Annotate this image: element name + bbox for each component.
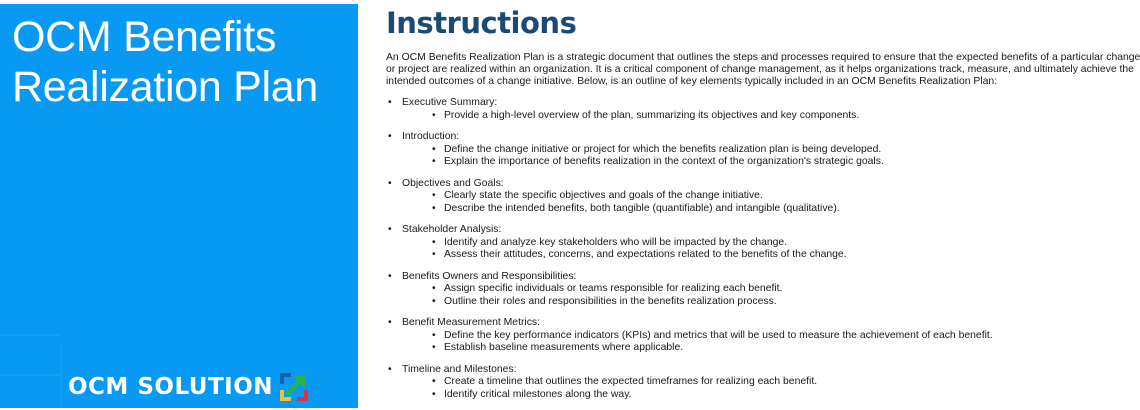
section-title: • Introduction: (386, 131, 1136, 144)
section-title: • Stakeholder Analysis: (386, 224, 1136, 237)
section-introduction (386, 131, 1136, 169)
intro-paragraph: An OCM Benefits Realization Plan is a strategic document that outlines the steps and processes required to ensure that the expected benefits of a particular change or project are realized within an organization. It is a critical component of change management, as it helps organizations track, measure, and ultimately achieve the intended outcomes of a change initiative. Below, is an outline of key elements typically included in an OCM Benefits Realization Plan: (386, 52, 1140, 87)
background-decoration (60, 344, 62, 408)
list-item: • Clearly state the specific objectives and goals of the change initiative. (432, 190, 1136, 203)
section-title: • Objectives and Goals: (386, 178, 1136, 191)
list-item: • Identify and analyze key stakeholders who will be impacted by the change. (432, 237, 1136, 250)
section-stakeholder-analysis (386, 224, 1136, 262)
section-list (386, 97, 1136, 401)
list-item: • Describe the intended benefits, both tangible (quantifiable) and intangible (qualitative). (432, 203, 1136, 216)
cover-panel (0, 4, 358, 408)
section-measurement-metrics (386, 317, 1136, 355)
cover-title-line-1: OCM Benefits (12, 13, 277, 61)
section-objectives-goals (386, 178, 1136, 216)
instructions-content (386, 4, 1140, 410)
page-title: Instructions (386, 6, 577, 40)
list-item: • Assess their attitudes, concerns, and expectations related to the benefits of the change. (432, 249, 1136, 262)
section-title: • Executive Summary: (386, 97, 1136, 110)
list-item: • Create a timeline that outlines the expected timeframes for realizing each benefit. (432, 376, 1136, 389)
list-item: • Outline their roles and responsibilities in the benefits realization process. (432, 296, 1136, 309)
section-title: • Benefits Owners and Responsibilities: (386, 271, 1136, 284)
list-item: • Explain the importance of benefits realization in the context of the organization's strategic goals. (432, 156, 1136, 169)
background-decoration (0, 334, 60, 336)
section-title: • Benefit Measurement Metrics: (386, 317, 1136, 330)
cover-title (12, 12, 358, 112)
expand-arrow-square-logo-icon (279, 372, 309, 402)
brand-name: OCM SOLUTION (68, 374, 274, 400)
list-item: • Establish baseline measurements where applicable. (432, 342, 1136, 355)
list-item: • Identify critical milestones along the way. (432, 389, 1136, 402)
list-item: • Define the key performance indicators (KPIs) and metrics that will be used to measure the achievement of each benefit. (432, 330, 1136, 343)
list-item: • Define the change initiative or project for which the benefits realization plan is being developed. (432, 144, 1136, 157)
background-decoration (0, 374, 60, 376)
section-executive-summary (386, 97, 1136, 122)
cover-title-line-2: Realization Plan (12, 63, 318, 111)
list-item: • Provide a high-level overview of the plan, summarizing its objectives and key components. (432, 110, 1136, 123)
section-benefits-owners (386, 271, 1136, 309)
section-title: • Timeline and Milestones: (386, 364, 1136, 377)
list-item: • Assign specific individuals or teams responsible for realizing each benefit. (432, 283, 1136, 296)
section-timeline-milestones (386, 364, 1136, 402)
brand (68, 370, 309, 404)
